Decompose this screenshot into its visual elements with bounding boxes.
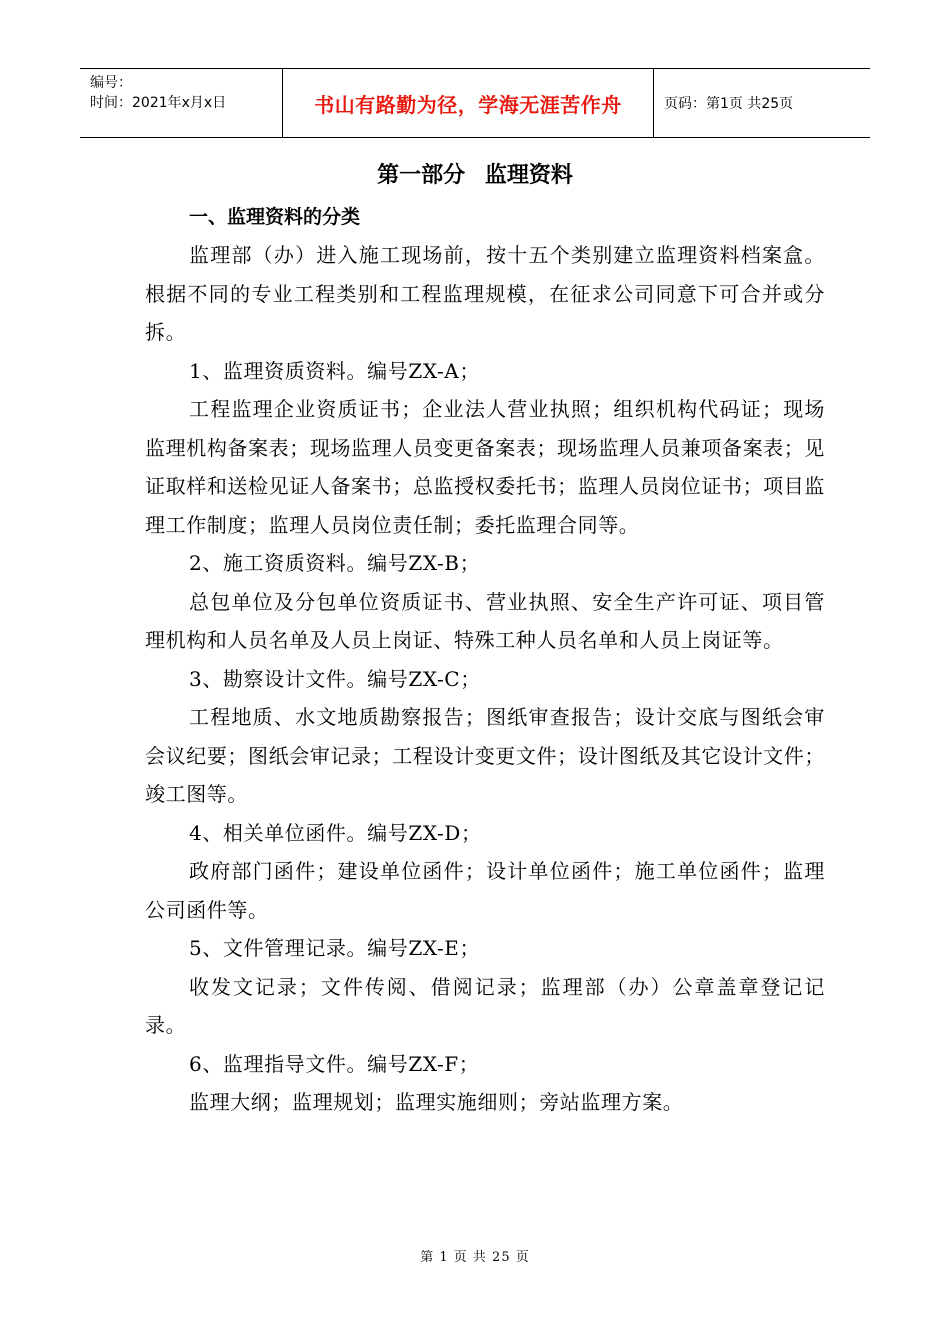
paragraph-intro: 监理部（办）进入施工现场前，按十五个类别建立监理资料档案盒。根据不同的专业工程类别和工程监理规模，在征求公司同意下可合并或分拆。: [145, 243, 825, 344]
document-date: 时间：2021年x月x日: [90, 95, 227, 111]
paragraph-item-heading: 1、监理资质资料。编号ZX-A；: [189, 358, 480, 383]
paragraph-item-content: 工程监理企业资质证书；企业法人营业执照；组织机构代码证；现场监理机构备案表；现场监理人员变更备案表；现场监理人员兼项备案表；见证取样和送检见证人备案书；总监授权委托书；监理人员岗位证书；项目监理工作制度；监理人员岗位责任制；委托监理合同等。: [145, 397, 825, 537]
header-page-info: 页码：第1页 共25页: [664, 96, 794, 112]
header-table: [80, 68, 870, 138]
part-title-name: 监理资料: [484, 163, 573, 188]
paragraph-item-content: 工程地质、水文地质勘察报告；图纸审查报告；设计交底与图纸会审会议纪要；图纸会审记录；工程设计变更文件；设计图纸及其它设计文件；竣工图等。: [145, 705, 825, 806]
part-title-number: 第一部分: [377, 163, 466, 188]
paragraph-item-heading: 5、文件管理记录。编号ZX-E；: [189, 936, 481, 960]
paragraph-item-content: 监理大纲；监理规划；监理实施细则；旁站监理方案。: [189, 1090, 684, 1114]
document-number-label: 编号：: [90, 75, 132, 91]
paragraph-item-heading: 3、勘察设计文件。编号ZX-C；: [189, 666, 481, 691]
header-meta-cell: [80, 69, 283, 137]
paragraph-item-heading: 6、监理指导文件。编号ZX-F；: [189, 1051, 480, 1076]
paragraph-item-content: 收发文记录；文件传阅、借阅记录；监理部（办）公章盖章登记记录。: [145, 974, 825, 1037]
paragraph-item-heading: 2、施工资质资料。编号ZX-B；: [189, 551, 481, 575]
document-body: [145, 236, 825, 1122]
paragraph-item-content: 总包单位及分包单位资质证书、营业执照、安全生产许可证、项目管理机构和人员名单及人员上岗证、特殊工种人员名单和人员上岗证等。: [145, 589, 825, 652]
paragraph-item-content: 政府部门函件；建设单位函件；设计单位函件；施工单位函件；监理公司函件等。: [145, 859, 825, 922]
section-heading: 一、监理资料的分类: [189, 206, 361, 228]
paragraph-item-heading: 4、相关单位函件。编号ZX-D；: [189, 820, 482, 845]
part-title: [0, 158, 950, 189]
header-motto: 书山有路勤为径，学海无涯苦作舟: [283, 69, 654, 137]
page-footer: 第 1 页 共 25 页: [420, 1250, 530, 1265]
